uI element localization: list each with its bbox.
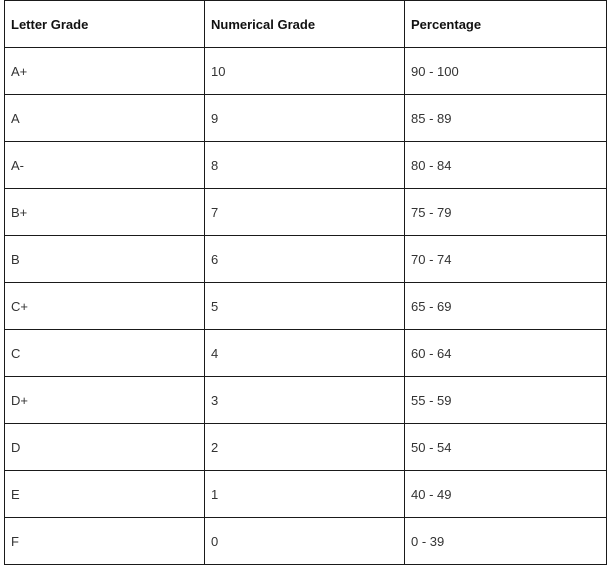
percentage-cell: 75 - 79: [405, 189, 607, 236]
grade-table: [4, 0, 607, 565]
letter-grade-cell: D+: [5, 377, 205, 424]
numerical-grade-cell: 8: [205, 142, 405, 189]
letter-grade-cell: A+: [5, 48, 205, 95]
percentage-cell: 0 - 39: [405, 518, 607, 565]
table-row: [5, 48, 607, 95]
numerical-grade-cell: 7: [205, 189, 405, 236]
table-row: [5, 471, 607, 518]
letter-grade-cell: A: [5, 95, 205, 142]
table-body: [5, 48, 607, 565]
numerical-grade-cell: 10: [205, 48, 405, 95]
header-numerical-grade: Numerical Grade: [205, 1, 405, 48]
percentage-cell: 60 - 64: [405, 330, 607, 377]
numerical-grade-cell: 4: [205, 330, 405, 377]
numerical-grade-cell: 5: [205, 283, 405, 330]
table-row: [5, 95, 607, 142]
table-header: [5, 1, 607, 48]
percentage-cell: 80 - 84: [405, 142, 607, 189]
header-row: [5, 1, 607, 48]
table-row: [5, 518, 607, 565]
letter-grade-cell: B: [5, 236, 205, 283]
numerical-grade-cell: 6: [205, 236, 405, 283]
table-row: [5, 142, 607, 189]
numerical-grade-cell: 9: [205, 95, 405, 142]
percentage-cell: 90 - 100: [405, 48, 607, 95]
table-row: [5, 377, 607, 424]
letter-grade-cell: E: [5, 471, 205, 518]
numerical-grade-cell: 0: [205, 518, 405, 565]
table-row: [5, 189, 607, 236]
table-row: [5, 330, 607, 377]
numerical-grade-cell: 3: [205, 377, 405, 424]
letter-grade-cell: A-: [5, 142, 205, 189]
percentage-cell: 50 - 54: [405, 424, 607, 471]
numerical-grade-cell: 1: [205, 471, 405, 518]
letter-grade-cell: B+: [5, 189, 205, 236]
letter-grade-cell: C+: [5, 283, 205, 330]
table-row: [5, 424, 607, 471]
numerical-grade-cell: 2: [205, 424, 405, 471]
percentage-cell: 55 - 59: [405, 377, 607, 424]
percentage-cell: 85 - 89: [405, 95, 607, 142]
percentage-cell: 65 - 69: [405, 283, 607, 330]
letter-grade-cell: C: [5, 330, 205, 377]
letter-grade-cell: F: [5, 518, 205, 565]
header-percentage: Percentage: [405, 1, 607, 48]
percentage-cell: 40 - 49: [405, 471, 607, 518]
header-letter-grade: Letter Grade: [5, 1, 205, 48]
percentage-cell: 70 - 74: [405, 236, 607, 283]
letter-grade-cell: D: [5, 424, 205, 471]
table-row: [5, 283, 607, 330]
table-row: [5, 236, 607, 283]
